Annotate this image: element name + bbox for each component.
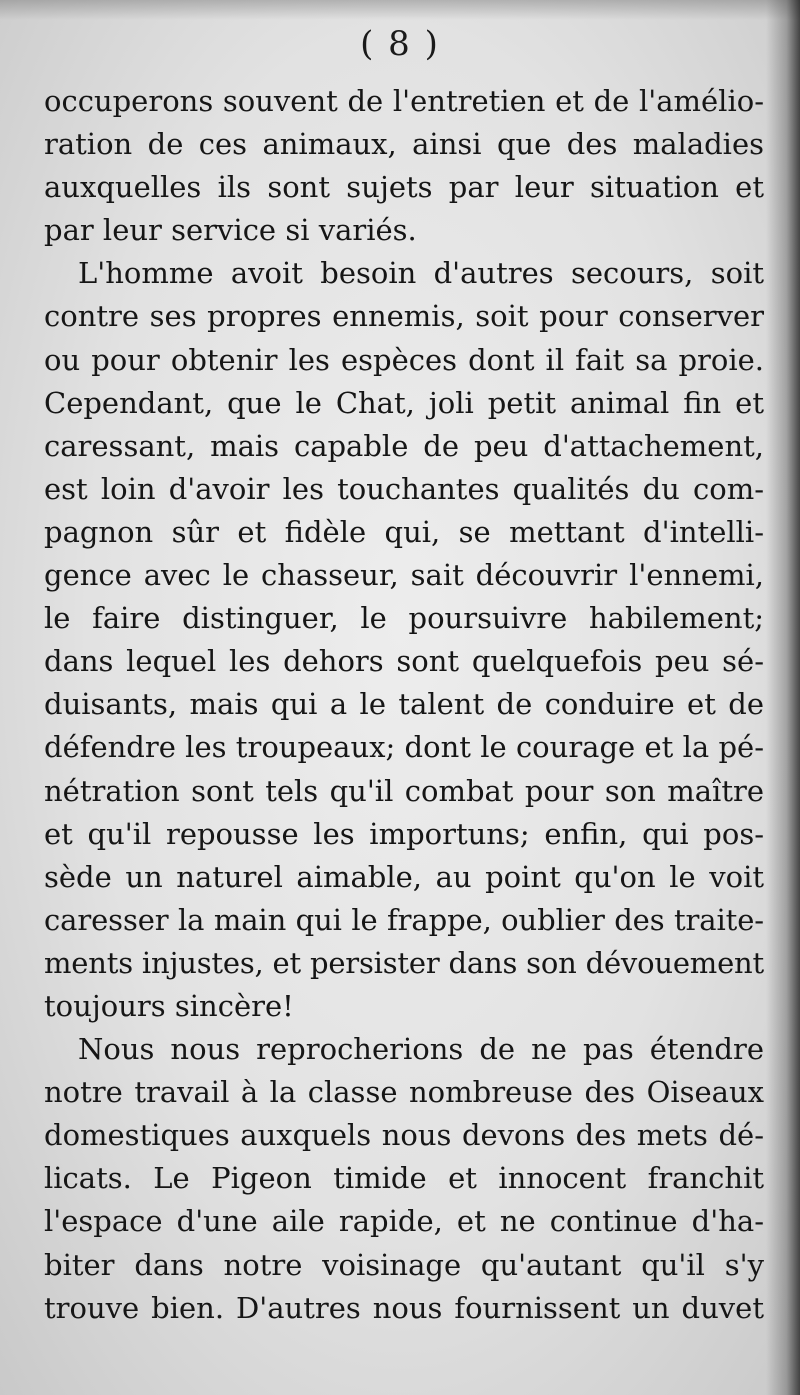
text-line: biter dans notre voisinage qu'autant qu'il s'y [44, 1247, 764, 1282]
text-line: et qu'il repousse les importuns; enfin, qui pos- [44, 816, 764, 851]
text-line: gence avec le chasseur, sait découvrir l'ennemi, [44, 558, 764, 593]
page-number: ( 8 ) [360, 24, 440, 64]
page-top-shadow [0, 0, 800, 20]
text-line: duisants, mais qui a le talent de conduire et de [44, 687, 764, 722]
text-line: trouve bien. D'autres nous fournissent un duvet [44, 1290, 764, 1325]
body-text [44, 80, 764, 1330]
text-line: le faire distinguer, le poursuivre habilement; [44, 601, 764, 636]
text-line: L'homme avoit besoin d'autres secours, soit [78, 256, 764, 291]
text-line: occuperons souvent de l'entretien et de l'amélio- [44, 84, 764, 118]
text-line: nétration sont tels qu'il combat pour son maître [44, 773, 764, 808]
text-line: ments injustes, et persister dans son dévouement [44, 945, 764, 980]
text-line: ration de ces animaux, ainsi que des maladies [44, 127, 764, 162]
text-line: contre ses propres ennemis, soit pour conserver [44, 299, 764, 334]
text-line: Nous nous reprocherions de ne pas étendre [78, 1032, 764, 1067]
text-line: l'espace d'une aile rapide, et ne continue d'ha- [44, 1204, 764, 1239]
text-line: licats. Le Pigeon timide et innocent franchit [44, 1161, 764, 1196]
text-line: défendre les troupeaux; dont le courage et la pé- [44, 730, 764, 765]
text-line: dans lequel les dehors sont quelquefois peu sé- [44, 644, 764, 679]
text-line: est loin d'avoir les touchantes qualités du com- [44, 471, 764, 506]
text-line: caressant, mais capable de peu d'attachement, [44, 428, 764, 463]
text-line: auxquelles ils sont sujets par leur situation et [44, 170, 764, 205]
text-line: sède un naturel aimable, au point qu'on le voit [44, 859, 764, 894]
page-edge-shadow [766, 0, 800, 1395]
text-line: par leur service si variés. [44, 213, 417, 248]
text-line: caresser la main qui le frappe, oublier des traite- [44, 902, 764, 937]
text-line: Cependant, que le Chat, joli petit animal fin et [44, 385, 764, 420]
text-line: pagnon sûr et fidèle qui, se mettant d'intelli- [44, 514, 764, 549]
text-line: toujours sincère! [44, 988, 294, 1023]
text-line: domestiques auxquels nous devons des mets dé- [44, 1118, 764, 1153]
text-line: ou pour obtenir les espèces dont il fait sa proie. [44, 342, 764, 377]
text-line: notre travail à la classe nombreuse des Oiseaux [44, 1075, 764, 1110]
